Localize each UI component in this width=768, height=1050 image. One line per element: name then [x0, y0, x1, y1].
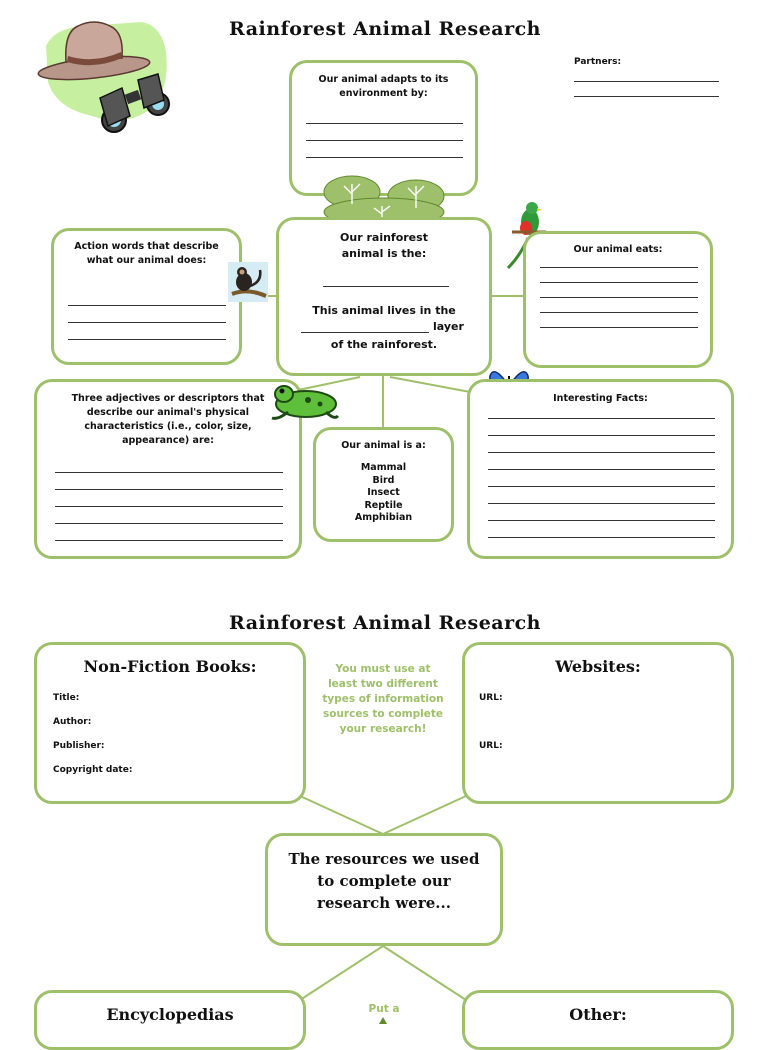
animal-name-line[interactable]	[323, 286, 449, 287]
center-line2-c: of the rainforest.	[330, 338, 438, 351]
adjectives-label: Three adjectives or descriptors that describe our animal's physical characteristics (i.e., color, size, appearance) are:	[71, 393, 265, 446]
fact-line-8[interactable]	[488, 537, 715, 538]
facts-label: Interesting Facts:	[553, 393, 648, 404]
adj-line-4[interactable]	[55, 523, 283, 524]
resources-box	[265, 833, 503, 946]
adj-line-5[interactable]	[55, 540, 283, 541]
type-option-reptile[interactable]: Reptile	[364, 499, 403, 511]
fact-line-7[interactable]	[488, 520, 715, 521]
nonfiction-heading: Non-Fiction Books:	[83, 657, 257, 676]
layer-line[interactable]	[301, 332, 429, 333]
websites-box	[462, 642, 734, 804]
facts-box	[467, 379, 734, 559]
eats-box	[523, 231, 713, 368]
action-line-2[interactable]	[68, 322, 226, 323]
hat-binoculars-clipart	[34, 12, 178, 136]
field-copyright: Copyright date:	[53, 765, 133, 775]
encyclopedias-heading: Encyclopedias	[106, 1005, 234, 1024]
partners-line-2[interactable]	[574, 96, 719, 97]
monkey-icon	[228, 262, 268, 302]
put-a-note: Put a	[368, 1003, 400, 1015]
action-words-box	[51, 228, 242, 365]
fact-line-6[interactable]	[488, 503, 715, 504]
adj-line-2[interactable]	[55, 489, 283, 490]
other-heading: Other:	[569, 1005, 627, 1024]
url-label-2: URL:	[479, 741, 503, 751]
adapts-line-1[interactable]	[306, 123, 463, 124]
animal-type-box	[313, 427, 454, 542]
page-title: Rainforest Animal Research	[229, 18, 541, 40]
animal-type-label: Our animal is a:	[341, 440, 426, 451]
type-option-insect[interactable]: Insect	[367, 487, 400, 498]
other-box	[462, 990, 734, 1050]
adjectives-box	[34, 379, 302, 559]
fact-line-1[interactable]	[488, 418, 715, 419]
websites-heading: Websites:	[555, 657, 641, 676]
fact-line-2[interactable]	[488, 435, 715, 436]
type-option-bird[interactable]: Bird	[372, 474, 395, 486]
action-words-label: Action words that describe what our animal does:	[74, 241, 219, 266]
arrow-up-icon	[379, 1017, 387, 1024]
eats-line-1[interactable]	[540, 267, 698, 268]
action-line-3[interactable]	[68, 339, 226, 340]
partners-label: Partners:	[574, 57, 622, 67]
fact-line-3[interactable]	[488, 452, 715, 453]
type-option-mammal[interactable]: Mammal	[360, 462, 407, 473]
page2-title: Rainforest Animal Research	[229, 612, 541, 634]
url-label-1: URL:	[479, 693, 503, 703]
frog-icon	[268, 380, 340, 426]
nonfiction-box	[34, 642, 306, 804]
field-author: Author:	[53, 717, 92, 727]
field-publisher: Publisher:	[53, 741, 105, 751]
action-line-1[interactable]	[68, 305, 226, 306]
eats-line-3[interactable]	[540, 297, 698, 298]
partners-line-1[interactable]	[574, 81, 719, 82]
resources-text: The resources we used to complete our research were...	[288, 850, 480, 912]
sources-note: You must use at least two different types of information sources to complete your research!	[322, 663, 444, 735]
adj-line-1[interactable]	[55, 472, 283, 473]
eats-label: Our animal eats:	[573, 244, 663, 255]
fact-line-4[interactable]	[488, 469, 715, 470]
adapts-line-2[interactable]	[306, 140, 463, 141]
eats-line-2[interactable]	[540, 282, 698, 283]
center-animal-box	[276, 217, 492, 376]
adapts-label: Our animal adapts to its environment by:	[318, 74, 449, 99]
eats-line-4[interactable]	[540, 312, 698, 313]
type-option-amphibian[interactable]: Amphibian	[354, 512, 413, 523]
center-line1: Our rainforest animal is the:	[340, 231, 428, 260]
center-line2-a: This animal lives in the	[312, 304, 456, 317]
field-title: Title:	[53, 693, 80, 703]
eats-line-5[interactable]	[540, 327, 698, 328]
adj-line-3[interactable]	[55, 506, 283, 507]
encyclopedias-box	[34, 990, 306, 1050]
fact-line-5[interactable]	[488, 486, 715, 487]
adapts-line-3[interactable]	[306, 157, 463, 158]
center-line2-b: layer	[433, 320, 464, 333]
